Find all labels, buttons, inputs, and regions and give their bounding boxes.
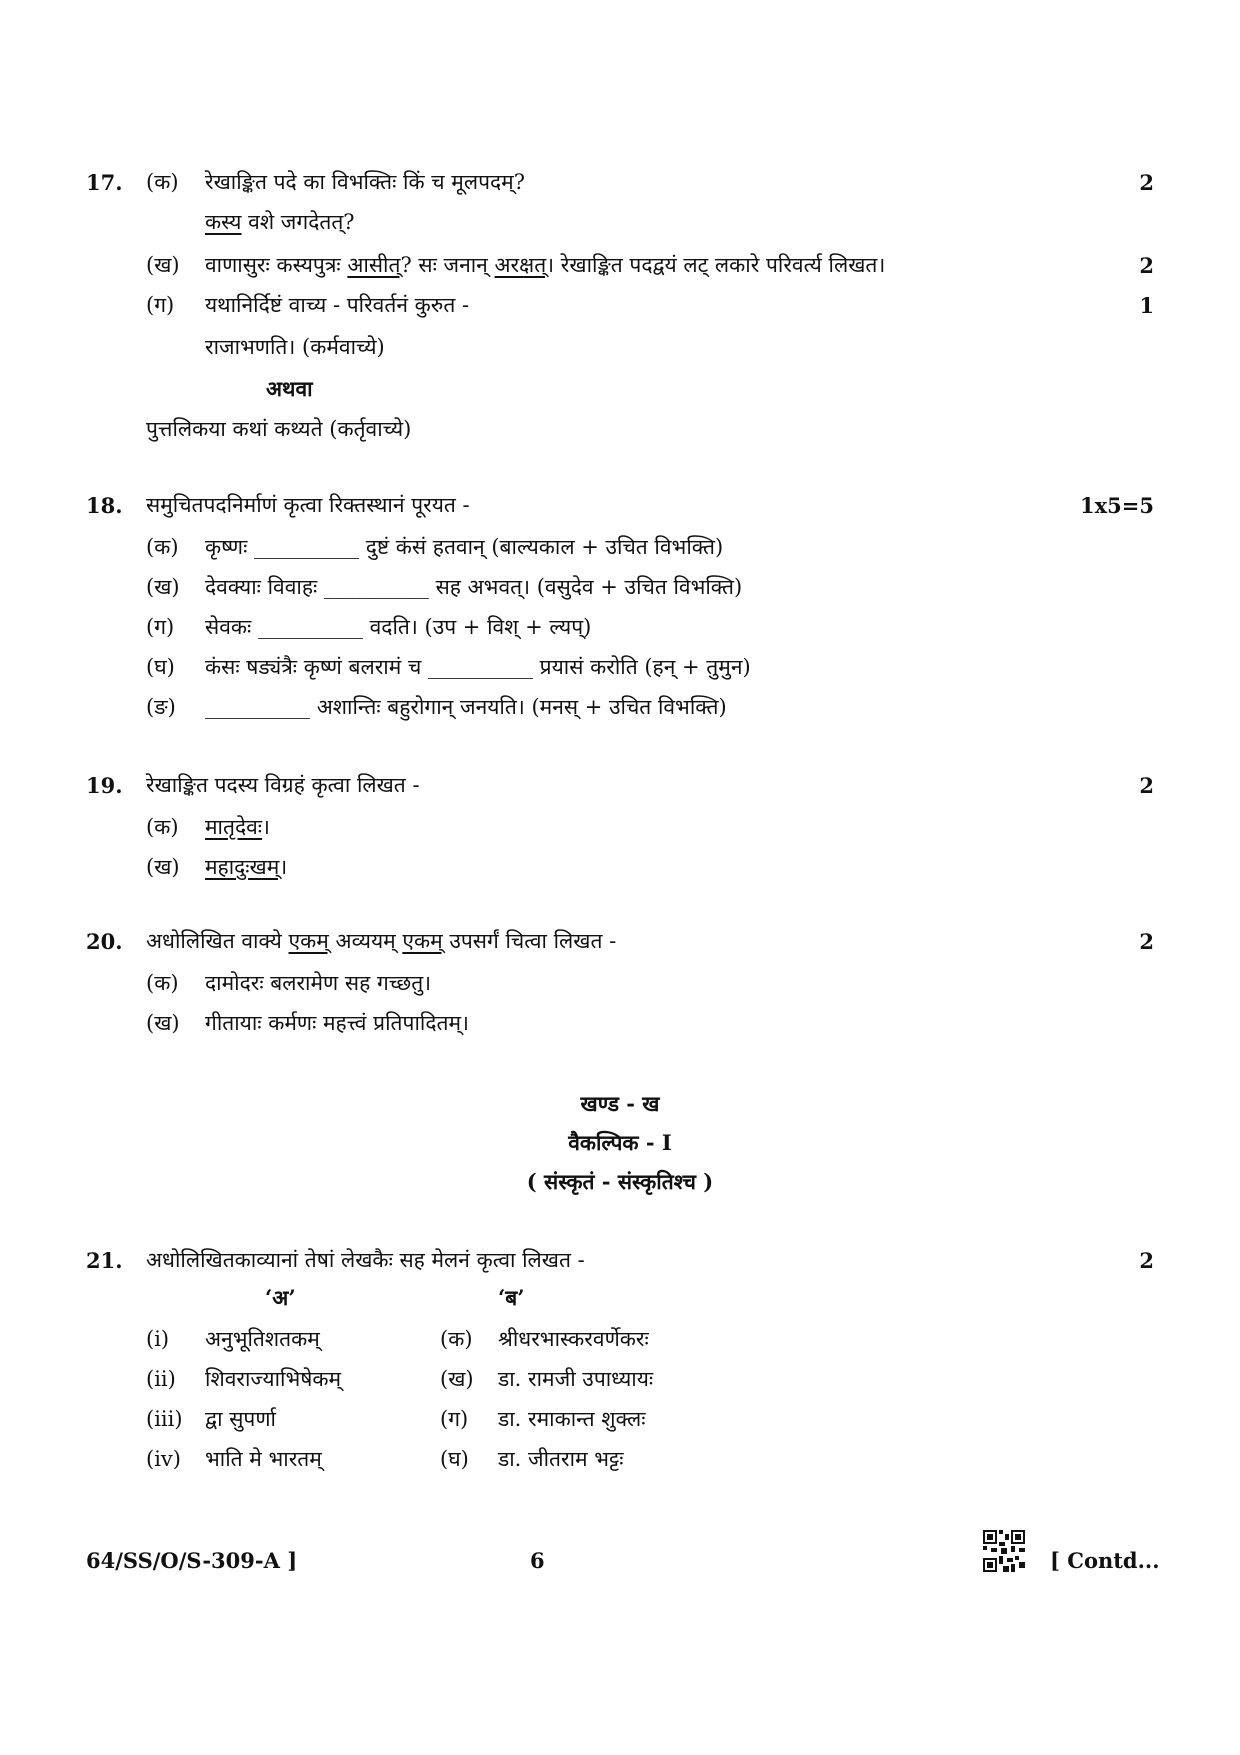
section-subtitle2: ( संस्कृतं - संस्कृतिश्च ): [526, 1169, 714, 1194]
q21-row-work: द्वा सुपर्णा: [205, 1407, 276, 1431]
q20-marks: 2: [1139, 929, 1154, 954]
q21-row-author: डा. जीतराम भट्टः: [498, 1447, 624, 1471]
q20-text: [146, 927, 616, 955]
q18-item-before: कृष्णः: [205, 535, 248, 559]
q17b-marks: 2: [1139, 253, 1154, 278]
q21-marks: 2: [1139, 1248, 1154, 1273]
q21-row-author: श्रीधरभास्करवर्णेकरः: [498, 1327, 649, 1351]
q20-number: 20.: [86, 929, 123, 954]
q20a-text: दामोदरः बलरामेण सह गच्छतु।: [205, 971, 432, 995]
danda: ।: [279, 855, 288, 879]
blank-line: __________: [323, 575, 429, 599]
q18-text: समुचितपदनिर्माणं कृत्वा रिक्तस्थानं पूरयत -: [146, 493, 470, 517]
page-number: 6: [530, 1548, 545, 1573]
q19b-label: (ख): [146, 855, 180, 879]
q17c-label: (ग): [146, 293, 175, 317]
underlined-word: अरक्षत्: [494, 253, 547, 277]
q21-row-work: भाति मे भारतम्: [205, 1447, 322, 1471]
q18-item-after: अशान्तिः बहुरोगान् जनयति। (मनस् + उचित विभक्ति): [316, 695, 727, 719]
q18-item: [205, 573, 742, 601]
underlined-word: आसीत्: [347, 253, 401, 277]
q18-item: [205, 693, 727, 721]
q17c-text: यथानिर्दिष्टं वाच्य - परिवर्तनं कुरुत -: [205, 293, 470, 317]
underlined-word: महादुःखम्: [205, 855, 280, 879]
q20b-text: गीतायाः कर्मणः महत्त्वं प्रतिपादितम्।: [205, 1011, 469, 1035]
q17a-marks: 2: [1139, 170, 1154, 195]
q19-number: 19.: [86, 773, 123, 798]
athava-heading: अथवा: [266, 376, 313, 401]
q18-item-before: कंसः षड्यंत्रैः कृष्णं बलरामं च: [205, 655, 422, 679]
q18-item: [205, 653, 751, 681]
q18-item: [205, 613, 591, 641]
q17b-part2: ? सः जनान्: [400, 253, 495, 277]
continued-marker: [ Contd...: [1050, 1548, 1160, 1573]
q18-item-label: (ग): [146, 615, 175, 639]
q18-item: [205, 533, 723, 561]
underlined-word: एकम्: [288, 929, 329, 953]
q21-row-work: अनुभूतिशतकम्: [205, 1327, 320, 1351]
q17a-text: रेखाङ्कित पदे का विभक्तिः किं च मूलपदम्?: [205, 170, 525, 194]
q19a-text: [205, 813, 270, 841]
column-b-heading: ‘ब’: [498, 1285, 525, 1310]
q18-item-label: (ख): [146, 575, 180, 599]
q17c-marks: 1: [1139, 293, 1154, 318]
q18-item-after: दुष्टं कंसं हतवान् (बाल्यकाल + उचित विभक्ति): [365, 535, 724, 559]
q21-text: अधोलिखितकाव्यानां तेषां लेखकैः सह मेलनं कृत्वा लिखत -: [146, 1248, 585, 1272]
q17c-line2: राजाभणति। (कर्मवाच्ये): [205, 335, 385, 359]
q18-item-label: (घ): [146, 655, 175, 679]
q17b-part3: । रेखाङ्कित पदद्वयं लट् लकारे परिवर्त्य लिखत।: [546, 253, 886, 277]
q21-row-label: (घ): [440, 1447, 469, 1471]
blank-line: __________: [257, 615, 363, 639]
q17-number: 17.: [86, 170, 123, 195]
q18-marks: 1x5=5: [1080, 493, 1154, 518]
q17b-part1: वाणासुरः कस्यपुत्रः: [205, 253, 348, 277]
underlined-word: कस्य: [205, 210, 242, 234]
q19a-label: (क): [146, 815, 179, 839]
q19-marks: 2: [1139, 773, 1154, 798]
section-subtitle: वैकल्पिक - I: [568, 1130, 672, 1155]
q21-row-number: (i): [146, 1327, 170, 1351]
paper-code: 64/SS/O/S-309-A ]: [86, 1548, 298, 1573]
q21-row-number: (iii): [146, 1407, 183, 1431]
q21-row-label: (ग): [440, 1407, 469, 1431]
q18-item-after: सह अभवत्। (वसुदेव + उचित विभक्ति): [435, 575, 743, 599]
q18-number: 18.: [86, 493, 123, 518]
q21-row-number: (iv): [146, 1447, 181, 1471]
q20b-label: (ख): [146, 1011, 180, 1035]
blank-line: __________: [254, 535, 360, 559]
column-a-heading: ‘अ’: [265, 1285, 296, 1310]
q17b-label: (ख): [146, 253, 180, 277]
q21-row-label: (क): [440, 1327, 473, 1351]
q20a-label: (क): [146, 971, 179, 995]
q20-part3: उपसर्गं चित्वा लिखत -: [442, 929, 617, 953]
q21-row-label: (ख): [440, 1367, 474, 1391]
q19-text: रेखाङ्कित पदस्य विग्रहं कृत्वा लिखत -: [146, 773, 420, 797]
q18-item-before: देवक्याः विवाहः: [205, 575, 318, 599]
q21-row-author: डा. रमाकान्त शुक्लः: [498, 1407, 646, 1431]
q19b-text: [205, 853, 287, 881]
q17a-label: (क): [146, 170, 179, 194]
blank-line: __________: [205, 695, 310, 719]
section-title: खण्ड - ख: [580, 1091, 660, 1116]
q18-item-label: (ङ): [146, 695, 176, 719]
q17c-alternative: पुत्तलिकया कथां कथ्यते (कर्तृवाच्ये): [146, 417, 412, 441]
q17b-text: [205, 251, 885, 279]
qr-code-icon: [983, 1530, 1025, 1572]
q21-number: 21.: [86, 1248, 123, 1273]
q21-row-number: (ii): [146, 1367, 176, 1391]
blank-line: __________: [427, 655, 533, 679]
underlined-word: मातृदेवः: [205, 815, 263, 839]
q17a-line2: [205, 208, 355, 236]
underlined-word: एकम्: [402, 929, 443, 953]
danda: ।: [262, 815, 271, 839]
q20-part2: अव्ययम्: [328, 929, 403, 953]
q18-item-after: प्रयासं करोति (हन् + तुमुन): [539, 655, 751, 679]
q20-part1: अधोलिखित वाक्ये: [146, 929, 289, 953]
q18-item-after: वदति। (उप + विश् + ल्यप्): [369, 615, 592, 639]
q21-row-author: डा. रामजी उपाध्यायः: [498, 1367, 654, 1391]
q21-row-work: शिवराज्याभिषेकम्: [205, 1367, 342, 1391]
q18-item-before: सेवकः: [205, 615, 252, 639]
q17a-line2-rest: वशे जगदेतत्?: [241, 210, 355, 234]
q18-item-label: (क): [146, 535, 179, 559]
